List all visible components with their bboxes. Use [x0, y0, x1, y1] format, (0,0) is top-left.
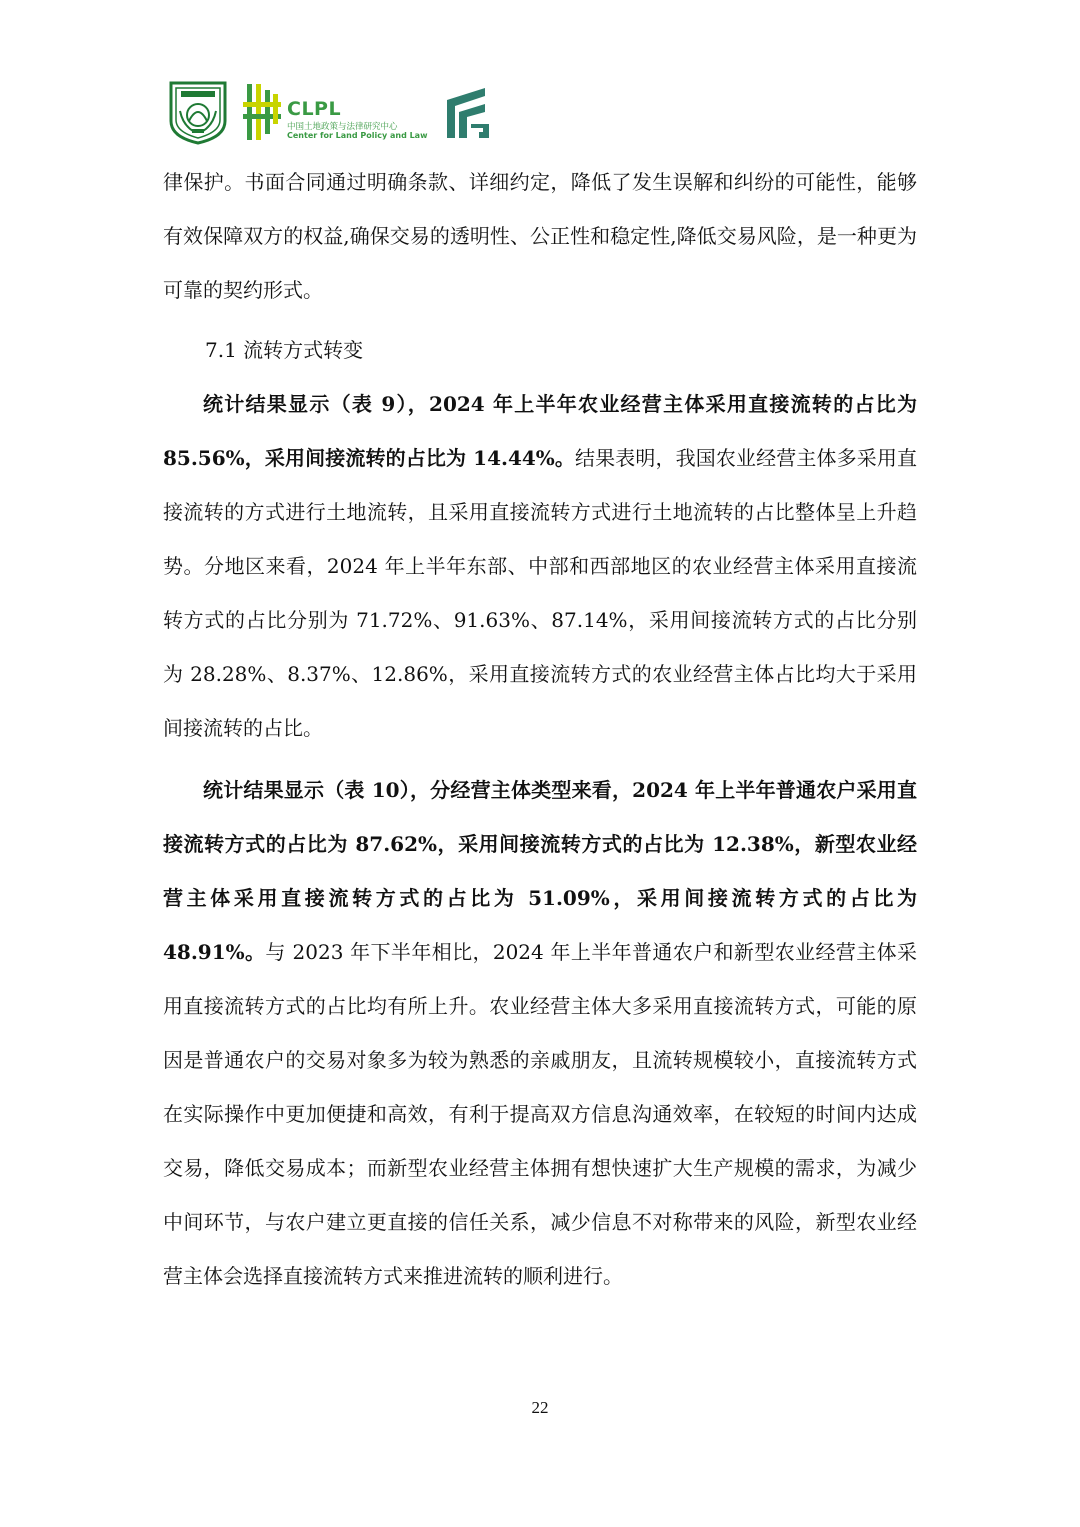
paragraph-2-bold: 统计结果显示（表 10），分经营主体类型来看，2024 年上半年普通农户采用直接流转方式的占比为 87.62%，采用间接流转方式的占比为 12.38%，新型农业经营主体采用直接流转方式的占比为 51.09%，采用间接流转方式的占比为 48.91%。: [163, 778, 917, 964]
page-number: 22: [531, 1398, 549, 1417]
university-seal-icon: [163, 81, 233, 145]
clpl-logo-title: CLPL: [287, 98, 342, 120]
paragraph-2: [163, 763, 917, 1303]
paragraph-1-text: 结果表明，我国农业经营主体多采用直接流转的方式进行土地流转，且采用直接流转方式进行土地流转的占比整体呈上升趋势。分地区来看，2024 年上半年东部、中部和西部地区的农业经营主体采用直接流转方式的占比分别为 71.72%、91.63%、87.14%，采用间接流转方式的占比分别为 28.28%、8.37%、12.86%，采用直接流转方式的农业经营主体占比均大于采用间接流转的占比。: [163, 446, 917, 740]
clpl-logo: [243, 80, 433, 144]
paragraph-1: [163, 377, 917, 755]
paragraph-1-bold: 统计结果显示（表 9），2024 年上半年农业经营主体采用直接流转的占比为 85.56%，采用间接流转的占比为 14.44%。: [163, 392, 917, 470]
document-body: [163, 155, 917, 1303]
building-mark-icon: [443, 84, 493, 142]
paragraph-2-text: 与 2023 年下半年相比，2024 年上半年普通农户和新型农业经营主体采用直接流转方式的占比均有所上升。农业经营主体大多采用直接流转方式，可能的原因是普通农户的交易对象多为较为熟悉的亲戚朋友，且流转规模较小，直接流转方式在实际操作中更加便捷和高效，有利于提高双方信息沟通效率，在较短的时间内达成交易，降低交易成本；而新型农业经营主体拥有想快速扩大生产规模的需求，为减少中间环节，与农户建立更直接的信任关系，减少信息不对称带来的风险，新型农业经营主体会选择直接流转方式来推进流转的顺利进行。: [163, 940, 917, 1288]
clpl-logo-chinese-name: 中国土地政策与法律研究中心: [287, 122, 398, 132]
clpl-logo-english-name: Center for Land Policy and Law: [287, 131, 428, 140]
section-heading: 7.1 流转方式转变: [205, 338, 364, 362]
paragraph-continued: 律保护。书面合同通过明确条款、详细约定，降低了发生误解和纠纷的可能性，能够有效保障双方的权益,确保交易的透明性、公正性和稳定性,降低交易风险，是一种更为可靠的契约形式。: [163, 170, 917, 302]
clpl-mark-icon: [243, 80, 283, 144]
page-header: [163, 78, 503, 148]
